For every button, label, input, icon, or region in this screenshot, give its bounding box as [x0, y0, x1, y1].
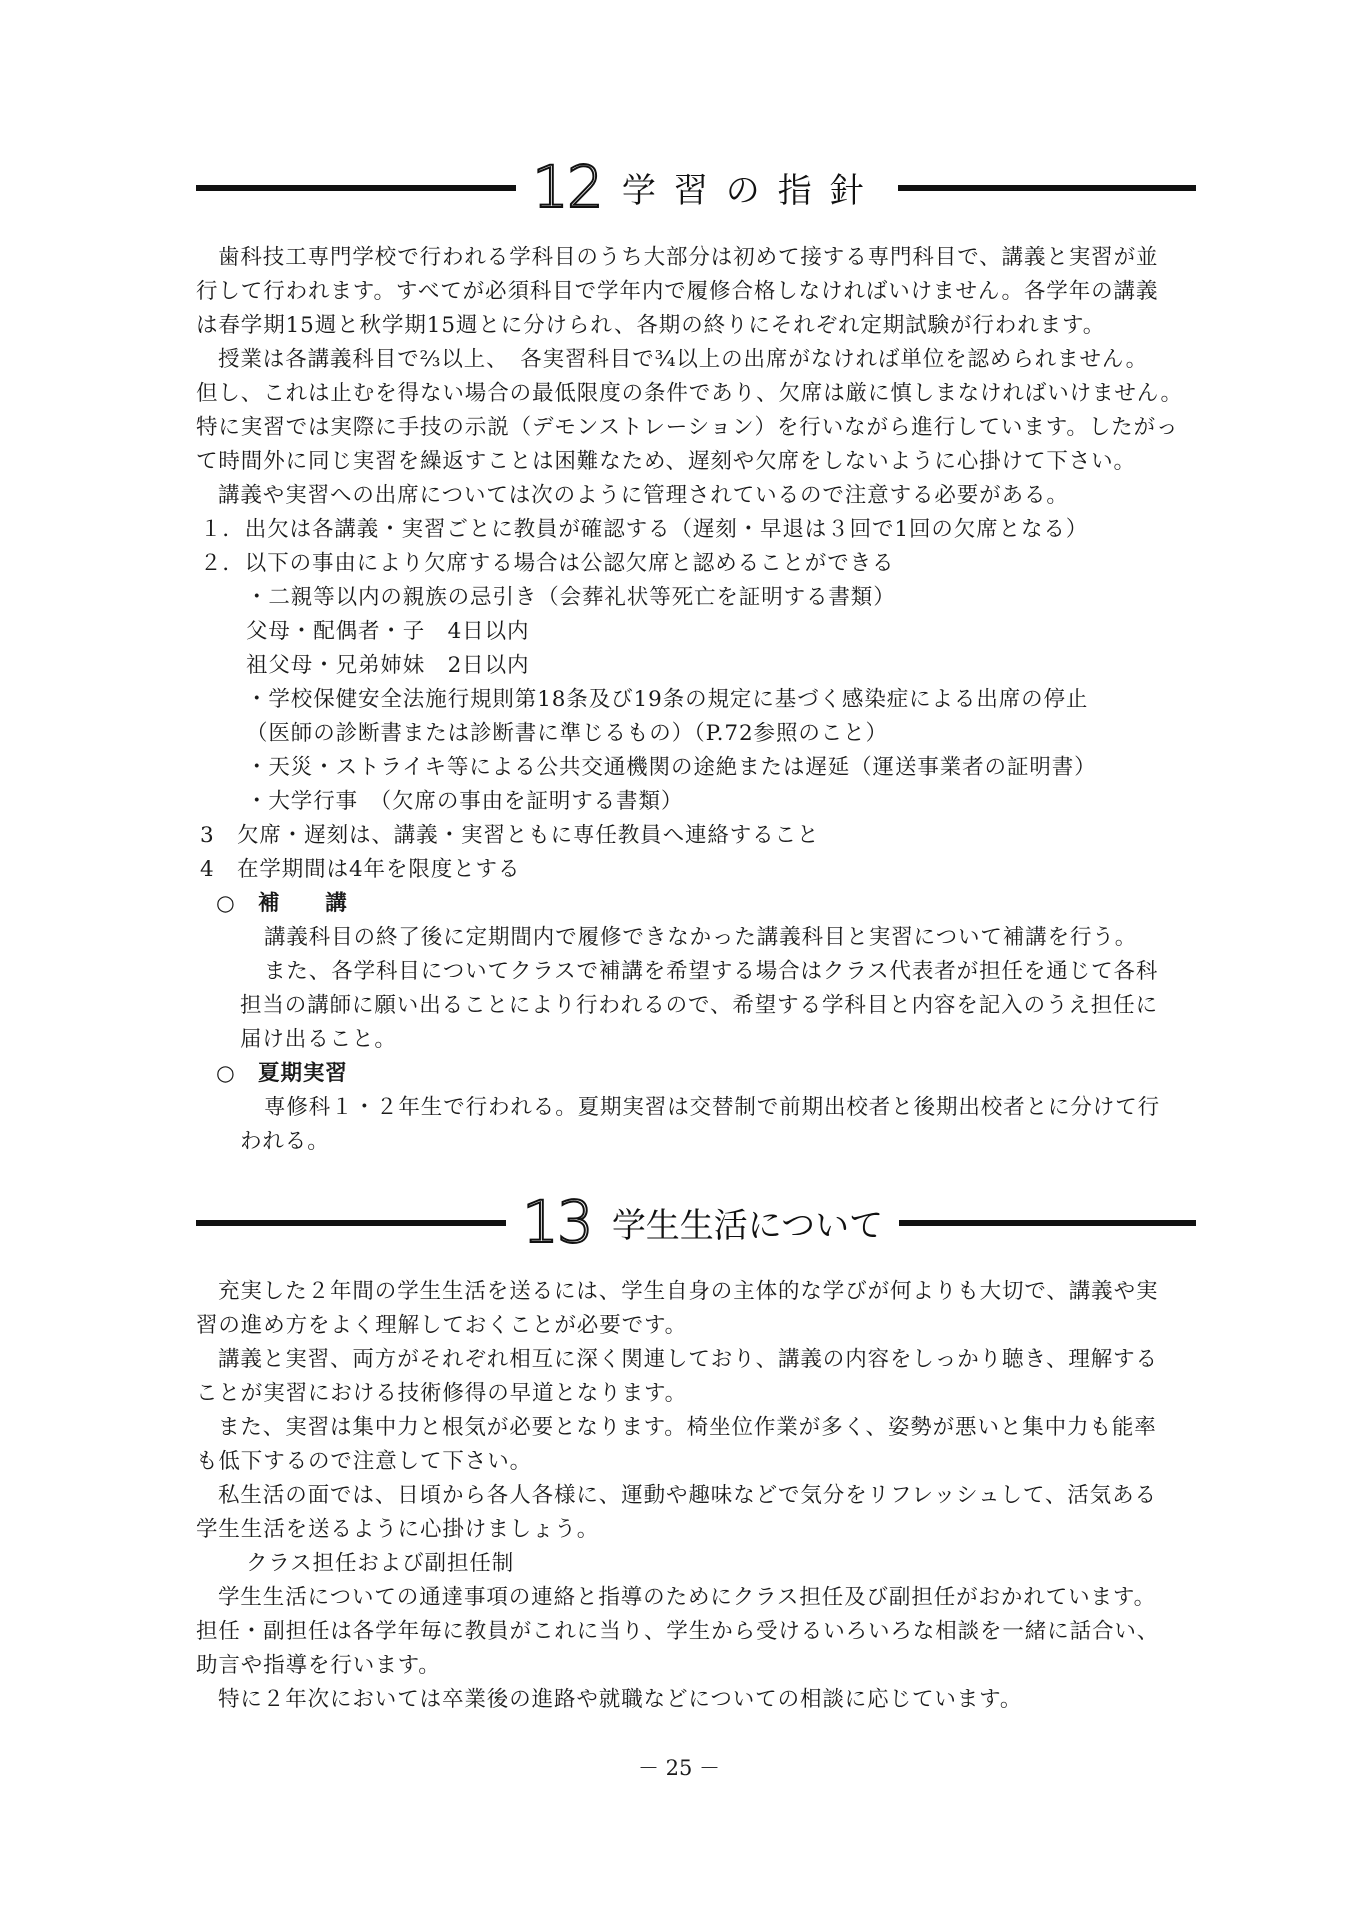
paragraph-line: 助言や指導を行います。 — [196, 1653, 441, 1678]
paragraph-line: 専修科１・２年生で行われる。夏期実習は交替制で前期出校者と後期出校者とに分けて行 — [264, 1095, 1161, 1120]
section-13-number: 13 — [522, 1188, 592, 1256]
paragraph-line: 講義科目の終了後に定期間内で履修できなかった講義科目と実習について補講を行う。 — [264, 925, 1138, 950]
paragraph-line: は春学期15週と秋学期15週とに分けられ、各期の終りにそれぞれ定期試験が行われます。 — [196, 313, 1106, 338]
list-item: 祖父母・兄弟姉妹 2日以内 — [246, 653, 530, 678]
section-12-title: 学習の指針 — [621, 170, 882, 211]
page-number: － 25 － — [637, 1756, 721, 1780]
subheading: クラス担任および副担任制 — [246, 1551, 515, 1576]
paragraph-line: 届け出ること。 — [240, 1027, 397, 1052]
list-item: ・天災・ストライキ等による公共交通機関の途絶または遅延（運送事業者の証明書） — [246, 755, 1097, 780]
paragraph-line: 学生生活についての通達事項の連絡と指導のためにクラス担任及び副担任がおかれています。 — [218, 1585, 1157, 1610]
paragraph-line: 担当の講師に願い出ることにより行われるので、希望する学科目と内容を記入のうえ担任に — [240, 993, 1158, 1018]
paragraph-line: 但し、これは止むを得ない場合の最低限度の条件であり、欠席は厳に慎しまなければいけません。 — [196, 381, 1183, 406]
paragraph-line: 歯科技工専門学校で行われる学科目のうち大部分は初めて接する専門科目で、講義と実習が並 — [218, 245, 1159, 270]
paragraph-line: 学生生活を送るように心掛けましょう。 — [196, 1517, 600, 1542]
list-item: ・二親等以内の親族の忌引き（会葬礼状等死亡を証明する書類） — [246, 585, 896, 610]
list-item: ・学校保健安全法施行規則第18条及び19条の規定に基づく感染症による出席の停止 — [246, 687, 1089, 712]
section-13-title: 学生生活について — [611, 1205, 884, 1246]
paragraph-line: 習の進め方をよく理解しておくことが必要です。 — [196, 1313, 688, 1338]
list-item: （医師の診断書または診断書に準じるもの）（P.72参照のこと） — [246, 721, 888, 746]
paragraph-line: 充実した２年間の学生生活を送るには、学生自身の主体的な学びが何よりも大切で、講義や実 — [218, 1279, 1159, 1304]
paragraph-line: 行して行われます。すべてが必須科目で学年内で履修合格しなければいけません。各学年の講義 — [196, 279, 1159, 304]
list-item: ・大学行事 （欠席の事由を証明する書類） — [246, 789, 684, 814]
section-12-number: 12 — [532, 153, 602, 221]
paragraph-line: 特に２年次においては卒業後の進路や就職などについての相談に応じています。 — [218, 1687, 1023, 1712]
section-13-heading — [196, 1190, 1196, 1254]
section-12-heading — [196, 155, 1196, 219]
list-item: 父母・配偶者・子 4日以内 — [246, 619, 530, 644]
paragraph-line: 私生活の面では、日頃から各人各様に、運動や趣味などで気分をリフレッシュして、活気ある — [218, 1483, 1157, 1508]
paragraph-line: 授業は各講義科目で⅔以上、 各実習科目で¾以上の出席がなければ単位を認められません。 — [218, 347, 1149, 372]
paragraph-line: て時間外に同じ実習を繰返すことは困難なため、遅刻や欠席をしないように心掛けて下さい。 — [196, 449, 1136, 474]
paragraph-line: また、各学科目についてクラスで補講を希望する場合はクラス代表者が担任を通じて各科 — [264, 959, 1159, 984]
paragraph-line: また、実習は集中力と根気が必要となります。椅坐位作業が多く、姿勢が悪いと集中力も能率 — [218, 1415, 1157, 1440]
paragraph-line: われる。 — [240, 1129, 330, 1154]
list-item: 4 在学期間は4年を限度とする — [200, 857, 521, 882]
hoko-heading: ○ 補 講 — [216, 891, 348, 916]
list-item: 3 欠席・遅刻は、講義・実習ともに専任教員へ連絡すること — [200, 823, 820, 848]
paragraph-line: 講義や実習への出席については次のように管理されているので注意する必要がある。 — [218, 483, 1069, 508]
paragraph-line: も低下するので注意して下さい。 — [196, 1449, 533, 1474]
paragraph-line: 特に実習では実際に手技の示説（デモンストレーション）を行いながら進行しています。したがっ — [196, 415, 1179, 440]
list-item: １．出欠は各講義・実習ごとに教員が確認する（遅刻・早退は３回で1回の欠席となる） — [200, 517, 1089, 542]
paragraph-line: ことが実習における技術修得の早道となります。 — [196, 1381, 688, 1406]
paragraph-line: 講義と実習、両方がそれぞれ相互に深く関連しており、講義の内容をしっかり聴き、理解する — [218, 1347, 1158, 1372]
kaki-heading: ○ 夏期実習 — [216, 1061, 348, 1086]
list-item: ２．以下の事由により欠席する場合は公認欠席と認めることができる — [200, 551, 895, 576]
paragraph-line: 担任・副担任は各学年毎に教員がこれに当り、学生から受けるいろいろな相談を一緒に話合い、 — [196, 1619, 1160, 1644]
